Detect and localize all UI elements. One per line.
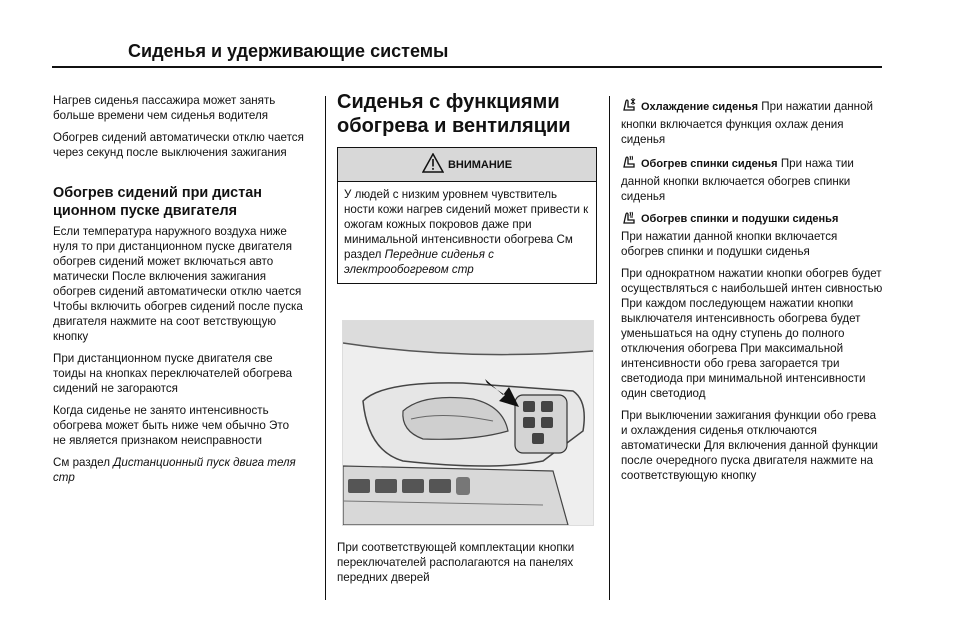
paragraph-ignition-off: При выключении зажигания функции обо грева и охлаждения сиденья отключаются автоматически Для включения данной функции после очередного пуска двигателя нажмите на соответствующую кнопку	[621, 409, 878, 482]
door-panel-switch-illustration	[342, 320, 594, 526]
header-rule	[52, 66, 882, 68]
column-middle	[337, 90, 597, 592]
feature-back-heat	[621, 154, 883, 204]
warning-label: ВНИМАНИЕ	[447, 159, 513, 171]
warning-box	[337, 147, 597, 284]
feature-back-cushion-heat	[621, 211, 883, 259]
reference-prefix: См раздел	[53, 456, 114, 469]
seat-cooling-icon	[621, 97, 637, 117]
page-header-title: Сиденья и удерживающие системы	[128, 41, 449, 61]
reference-link-remote-start[interactable]: Дистанционный пуск двига теля стр	[53, 456, 296, 484]
paragraph-leds: При дистанционном пуске двигателя све тоиды на кнопках переключателей обогрева сидений не загораются	[53, 352, 293, 395]
feature-title-cooling: Охлаждение сиденья	[641, 101, 759, 113]
column-left	[53, 93, 305, 492]
seat-full-heat-icon	[621, 211, 637, 229]
paragraph-empty-seat: Когда сиденье не занято интенсивность обогрева может быть ниже чем обычно Это не является признаком неисправности	[53, 404, 290, 447]
warning-reference-link[interactable]: Передние сиденья с электрообогревом стр	[344, 248, 494, 276]
column-divider-left	[325, 96, 326, 600]
feature-title-full-heat: Обогрев спинки и подушки сиденья	[641, 213, 839, 225]
reference-remote-start	[53, 455, 305, 485]
feature-text-full-heat: При нажатии данной кнопки включается обогрев спинки и подушки сиденья	[621, 230, 838, 258]
feature-seat-cooling	[621, 97, 883, 147]
feature-title-back-heat: Обогрев спинки сиденья	[641, 158, 778, 170]
figure-caption: При соответствующей комплектации кнопки переключателей располагаются на панелях передних дверей	[337, 541, 575, 584]
warning-text: У людей с низким уровнем чувствитель ности кожи нагрев сидений может привести к ожогам кожных покровов даже при минимальной интенсивности обогрева См раздел	[344, 188, 589, 261]
column-right	[621, 97, 883, 490]
paragraph-auto-off: Обогрев сидений автоматически отклю чается через секунд после выключения зажигания	[53, 131, 304, 159]
paragraph-passenger-heat: Нагрев сиденья пассажира может занять больше времени чем сиденья водителя	[53, 94, 276, 122]
column-divider-right	[609, 96, 610, 600]
feature-text-back-heat: При нажа тии данной кнопки включается обогрев спинки сиденья	[621, 157, 854, 203]
paragraph-intensity: При однократном нажатии кнопки обогрев будет осуществляться с наибольшей интен сивностью При каждом последующем нажатии кнопки выключателя интенсивность обогрева будет уменьшаться на одну ступень до полного отключения обогрева При максимальной интенсивности обо грева загорается три светодиода при минимальной интенсивности один светодиод	[621, 267, 883, 400]
paragraph-remote-start: Если температура наружного воздуха ниже нуля то при дистанционном пуске двигателя обогрев сидений может включаться авто матически После включения зажигания обогрев сидений автоматически отклю чается Чтобы включить обогрев сидений после пуска двигателя нажмите на соот ветствующую кнопку	[53, 225, 303, 343]
section-heading: Сиденья с функциями обогрева и вентиляции	[337, 91, 571, 137]
feature-text-cooling: При нажатии данной кнопки включается функция охлаж дения сиденья	[621, 100, 874, 146]
warning-header	[338, 148, 596, 182]
seatback-heat-icon	[621, 154, 637, 174]
subheading-remote-start: Обогрев сидений при дистан ционном пуске двигателя	[53, 185, 262, 219]
warning-body	[338, 182, 596, 283]
warning-triangle-icon	[422, 153, 444, 178]
